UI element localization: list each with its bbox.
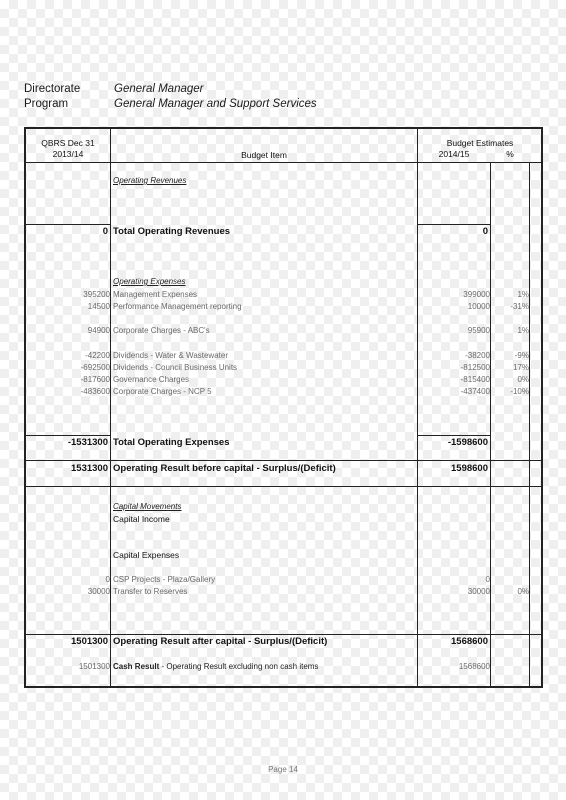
row-line-op-after-top	[26, 634, 542, 635]
op-after-label: Operating Result after capital - Surplus/(Deficit)	[113, 636, 328, 647]
mgmt-qbrs: 395200	[83, 290, 110, 299]
cash-budget: 1568600	[458, 662, 490, 671]
gov-qbrs: -817600	[80, 375, 110, 384]
total-expenses-qbrs: -1531300	[67, 437, 108, 448]
directorate-value: General Manager	[114, 83, 204, 95]
div-council-qbrs: -692500	[80, 363, 110, 372]
cash-qbrs: 1501300	[78, 662, 110, 671]
transfer-budget: 30000	[467, 587, 490, 596]
corp-ncp-budget: -437400	[460, 387, 490, 396]
csp-budget: 0	[485, 575, 490, 584]
gov-label: Governance Charges	[113, 375, 190, 384]
mgmt-budget: 399000	[463, 290, 490, 299]
mgmt-label: Management Expenses	[113, 290, 198, 299]
program-label: Program	[24, 98, 69, 110]
col-sep-item	[417, 127, 418, 688]
perf-qbrs: 14500	[87, 302, 110, 311]
table-border-top	[24, 127, 542, 129]
corp-qbrs: 94900	[87, 326, 110, 335]
total-revenues-qbrs: 0	[102, 226, 108, 237]
div-water-budget: -38200	[465, 351, 490, 360]
op-after-budget: 1568600	[451, 636, 488, 647]
corp-ncp-pct: -10%	[510, 387, 529, 396]
corp-ncp-qbrs: -483600	[80, 387, 110, 396]
col-sep-qbrs	[110, 127, 111, 688]
total-revenues-budget: 0	[482, 226, 488, 237]
total-revenues-label: Total Operating Revenues	[113, 226, 231, 237]
year-header: 2014/15	[438, 149, 470, 159]
transfer-label: Transfer to Reserves	[113, 587, 188, 596]
corp-pct: 1%	[517, 326, 529, 335]
section-operating-expenses: Operating Expenses	[113, 277, 186, 286]
table-border-left	[24, 127, 26, 688]
corp-ncp-label: Corporate Charges - NCP 5	[113, 387, 212, 396]
table-header-divider	[24, 162, 542, 163]
row-line-total-rev-qbrs	[26, 224, 110, 225]
corp-label: Corporate Charges - ABC's	[113, 326, 210, 335]
total-expenses-label: Total Operating Expenses	[113, 437, 230, 448]
op-after-qbrs: 1501300	[71, 636, 108, 647]
op-result-label: Operating Result before capital - Surplus/(Deficit)	[113, 463, 336, 474]
capital-expenses-label: Capital Expenses	[113, 550, 180, 560]
div-council-budget: -812500	[460, 363, 490, 372]
perf-label: Performance Management reporting	[113, 302, 242, 311]
op-result-qbrs: 1531300	[71, 463, 108, 474]
transfer-pct: 0%	[517, 587, 529, 596]
perf-pct: -31%	[510, 302, 529, 311]
cash-label-bold: Cash Result	[113, 662, 160, 671]
gov-budget: -815400	[460, 375, 490, 384]
col-sep-pct	[529, 162, 530, 686]
row-line-op-result-bottom	[26, 486, 542, 487]
corp-budget: 95900	[467, 326, 490, 335]
div-water-label: Dividends - Water & Wastewater	[113, 351, 228, 360]
csp-label: CSP Projects - Plaza/Gallery	[113, 575, 216, 584]
budget-estimates-header: Budget Estimates	[446, 138, 514, 148]
section-operating-revenues: Operating Revenues	[113, 176, 187, 185]
div-council-label: Dividends - Council Business Units	[113, 363, 238, 372]
gov-pct: 0%	[517, 375, 529, 384]
qbrs-header-line1: QBRS Dec 31	[41, 138, 95, 148]
cash-label	[113, 662, 318, 671]
budget-item-header: Budget Item	[241, 150, 287, 160]
capital-income-label: Capital Income	[113, 514, 170, 524]
div-water-pct: -9%	[514, 351, 529, 360]
perf-budget: 10000	[467, 302, 490, 311]
total-expenses-budget: -1598600	[447, 437, 488, 448]
section-capital-movements: Capital Movements	[113, 502, 182, 511]
qbrs-header-line2: 2013/14	[52, 149, 84, 159]
percent-header: %	[506, 149, 514, 159]
mgmt-pct: 1%	[517, 290, 529, 299]
row-line-total-exp-qbrs	[26, 435, 110, 436]
div-water-qbrs: -42200	[85, 351, 110, 360]
row-line-total-rev-budget	[418, 224, 490, 225]
transfer-qbrs: 30000	[87, 587, 110, 596]
row-line-op-result-top	[26, 460, 542, 461]
cash-label-rest: - Operating Result excluding non cash items	[159, 662, 319, 671]
csp-qbrs: 0	[105, 575, 110, 584]
page-number: Page 14	[268, 765, 298, 774]
div-council-pct: 17%	[512, 363, 529, 372]
col-sep-budget	[490, 162, 491, 686]
table-border-bottom	[24, 686, 542, 688]
directorate-label: Directorate	[24, 83, 81, 95]
table-border-right	[541, 127, 543, 688]
program-value: General Manager and Support Services	[114, 98, 317, 110]
row-line-total-exp-budget	[418, 435, 490, 436]
op-result-budget: 1598600	[451, 463, 488, 474]
